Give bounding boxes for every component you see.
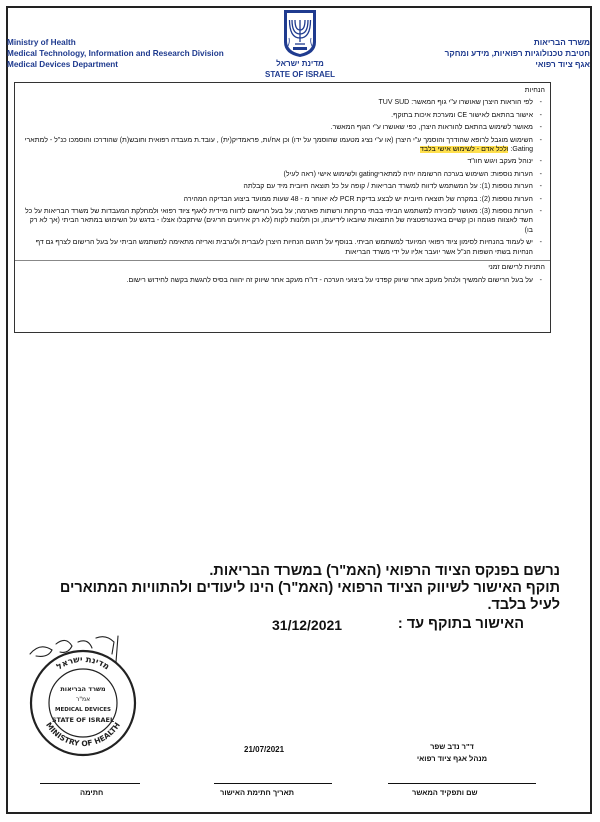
condition-item: - אישור בהתאם לאישור CE ומערכת איכות בתוקף. <box>20 111 545 120</box>
condition-item: - יש לעמוד בהנחיות לסימון ציוד רפואי המיועד למשתמש הביתי. בנוסף על תרגום הנחיות היצרן לעברית ולערבית ואריזה מתאימה למשתמש הביתי על בעל הרישום לצרף גם דף הנחיות בשתי השפות הנ"ל אשר יועבר אליו על ידי משרד הבריאות <box>20 238 545 257</box>
registration-statement <box>40 563 560 614</box>
svg-text:מדינת ישראל <box>55 655 111 672</box>
stamp-text-ministry-he: משרד הבריאות <box>60 685 106 693</box>
label-approver: שם ותפקיד המאשר <box>412 788 478 797</box>
signer-info <box>402 741 502 765</box>
conditions-heading: הנחיות <box>524 87 545 94</box>
signer-name: ד"ר נדב שפר <box>430 742 474 751</box>
signer-title: מנהל אגף ציוד רפואי <box>416 754 488 763</box>
department-he: אגף ציוד רפואי <box>535 60 590 69</box>
signature-date: 21/07/2021 <box>244 745 285 754</box>
division-en: Medical Technology, Information and Research Division <box>7 49 224 58</box>
division-he: חטיבת טכנולוגיות רפואיות, מידע ומחקר <box>444 49 590 58</box>
ministry-en: Ministry of Health <box>7 38 76 47</box>
condition-item: - ינוהל מעקב ויגוש חוו"ד <box>20 157 545 166</box>
stamp-text-top: מדינת ישראל <box>54 654 111 673</box>
date-signature-line <box>214 783 332 784</box>
state-name-english: STATE OF ISRAEL <box>265 70 335 79</box>
department-en: Medical Devices Department <box>7 60 119 69</box>
label-sign-date: תאריך חתימת האישור <box>220 788 295 797</box>
stamp-text-medical-devices: MEDICAL DEVICES <box>55 707 111 713</box>
conditions-box <box>14 82 551 333</box>
svg-text:MINISTRY OF HEALTH <box>44 721 122 748</box>
menorah-emblem-icon <box>280 8 320 58</box>
stamp-text-ministry-en: MINISTRY OF HEALTH <box>44 720 122 749</box>
state-name-hebrew: מדינת ישראל <box>276 59 324 68</box>
condition-item: - מאושר לשימוש בהתאם להוראות היצרן, כפי שאושרו ע"י הגוף המאשר. <box>20 123 545 132</box>
stamp-text-amr: אמ"ר <box>75 696 91 703</box>
condition-item: - הערות נוספות (2): במקרה של תוצאה חיובית יש לבצע בדיקת PCR לא יאוחר מ - 48 שעות ממועד ביצוע הבדיקה המהירה <box>20 195 545 204</box>
label-stamp: חתימה <box>80 788 104 797</box>
stamp-text-state-en: STATE OF ISRAEL <box>51 716 115 724</box>
condition-item: - הערות נוספות (1): על המשתמש לדווח למשרד הבריאות / קופה על כל תוצאה חיובית מיד עם קבלתה <box>20 182 545 191</box>
ministry-he: משרד הבריאות <box>533 38 590 47</box>
temporary-item: - על בעל הרישום להמשיך ולנהל מעקב אחר שיווק קפדני על ביצועי הערכה - דו"ח מעקב אחר שיווק זה יהווה בסיס להגשת בקשה לחידוש רישום. <box>20 276 545 285</box>
stamp-signature-line <box>40 783 140 784</box>
valid-until-label: האישור בתוקף עד : <box>397 616 524 632</box>
highlighted-text: ולכל אדם - לשימוש אישי בלבד <box>419 146 509 154</box>
condition-item: - לפי הוראות היצרן שאושרו ע"י גוף המאשר: TUV SUD <box>20 98 545 107</box>
header-hebrew <box>445 37 590 70</box>
condition-item: - הערות נוספות: השימוש בערכה הרשומה יהיה למתאריgating ולשימוש אישי (ראה לעיל) <box>20 170 545 179</box>
condition-item-gating <box>20 136 545 155</box>
name-signature-line <box>388 783 536 784</box>
header-english <box>7 37 224 70</box>
temporary-heading: התניות לרישום זמני <box>488 264 545 272</box>
registration-line-1: נרשם בפנקס הציוד הרפואי (האמ"ר) במשרד הבריאות. <box>209 563 560 579</box>
ministry-stamp-icon <box>28 648 138 758</box>
section-divider <box>15 260 550 261</box>
condition-item: - הערות נוספות (3): מאושר למכירה למשתמש הביתי בבתי מרקחת ורשתות פארמה; על בעל הרישום לדווח מיידית לאגף ציוד רפואי ולמחלקת המעבדות של משרד הבריאות על כל חשד לאצווה פגומה וכן קשיים באינטרפטציה של התוצאות שיובאו לידיעתו, וכן תלונות לקוח (לא רק אירועים חריגים) שיתקבלו אצלו - בדגש על השימוש במתאר הביתי (אך לא רק בו) <box>20 207 545 235</box>
valid-until-date: 31/12/2021 <box>272 617 343 633</box>
condition-item-text: השימוש מוגבל לרופא שהודרך והוסמך ע"י היצרן (או ע"י נציג מטעמו שהוסמך על ידו) וכן אח/ות, פראמדיק(ית) , עובד.ת מעבדה רפואית וחובש(ת) שהודרכו והוסמכו כנ"ל - למתארי Gating: <box>24 136 533 154</box>
registration-line-2: תוקף האישור לשיווק הציוד הרפואי (האמ"ר) הינו ליעודים ולהתוויות המתוארים לעיל בלבד. <box>59 580 560 613</box>
